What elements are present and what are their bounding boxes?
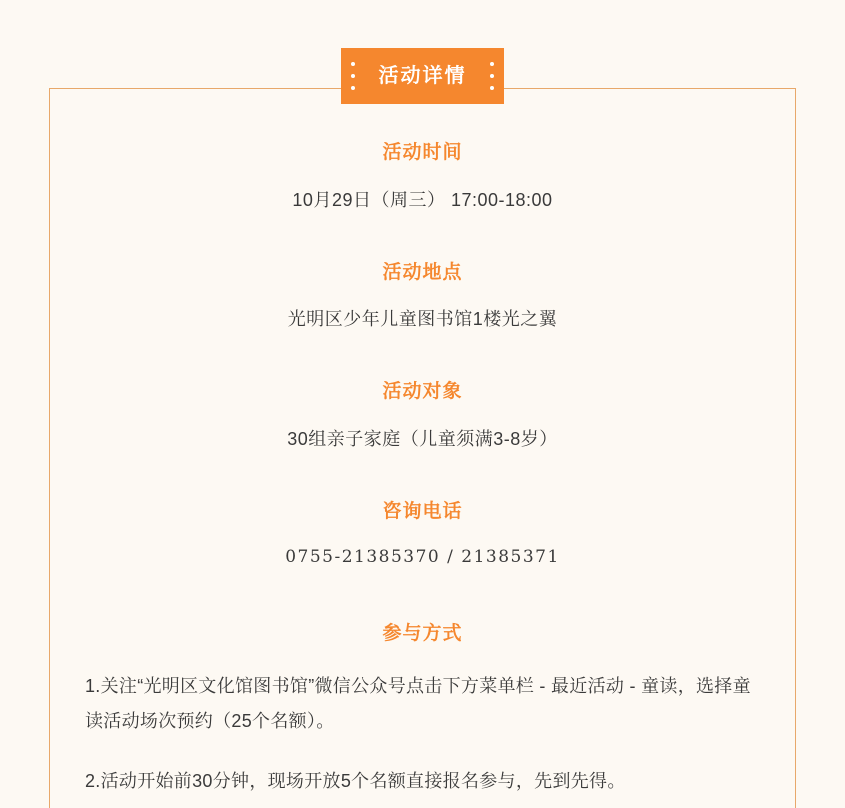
participation-paragraphs xyxy=(85,669,760,798)
ribbon-dots-left-icon xyxy=(350,48,356,104)
section-title-contact-phone: 咨询电话 xyxy=(382,500,463,522)
section-body-event-audience: 30组亲子家庭（儿童须满3-8岁） xyxy=(287,428,558,449)
section-title-event-location: 活动地点 xyxy=(382,261,463,283)
section-title-participation: 参与方式 xyxy=(382,622,463,644)
ribbon-dots-right-icon xyxy=(489,48,495,104)
ribbon-title: 活动详情 xyxy=(378,65,467,87)
section-body-event-location: 光明区少年儿童图书馆1楼光之翼 xyxy=(287,309,558,330)
participation-paragraph-2: 2.活动开始前30分钟，现场开放5个名额直接报名参与，先到先得。 xyxy=(85,770,626,791)
section-participation xyxy=(85,621,760,798)
section-event-time xyxy=(85,140,760,214)
section-body-event-time: 10月29日（周三） 17:00-18:00 xyxy=(292,189,553,210)
participation-paragraph-1: 1.关注“光明区文化馆图书馆”微信公众号点击下方菜单栏 - 最近活动 - 童读，选择童读活动场次预约（25个名额）。 xyxy=(85,676,751,731)
section-header-ribbon xyxy=(341,48,504,104)
section-contact-phone xyxy=(85,499,760,571)
section-event-location xyxy=(85,260,760,334)
section-body-contact-phone: 0755-21385370 / 21385371 xyxy=(285,547,560,568)
section-title-event-time: 活动时间 xyxy=(382,142,463,163)
section-event-audience xyxy=(85,379,760,453)
detail-content xyxy=(49,104,796,798)
section-title-event-audience: 活动对象 xyxy=(382,381,463,403)
